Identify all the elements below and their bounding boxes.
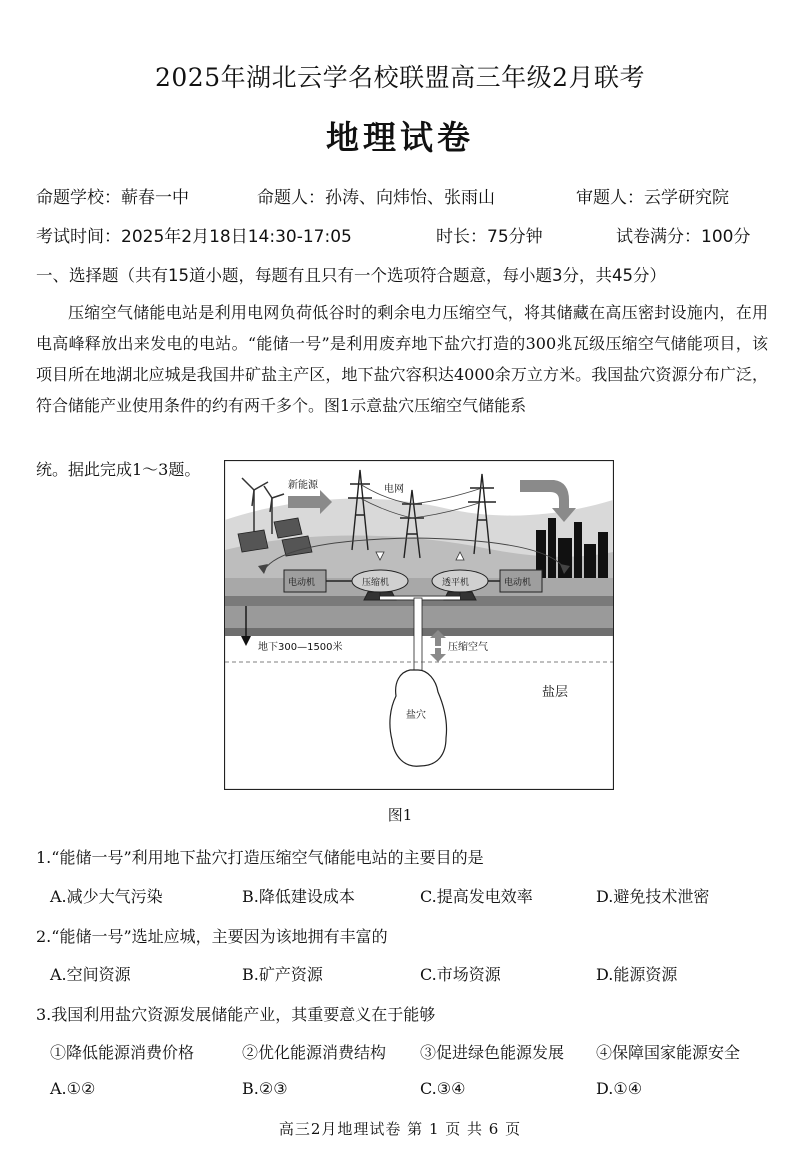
question-3-statement-1: ①降低能源消费价格	[50, 1043, 195, 1062]
question-1-option-c: C.提高发电效率	[420, 887, 533, 906]
question-3-statement-2: ②优化能源消费结构	[242, 1043, 387, 1062]
figure-salt-cavern-diagram	[224, 460, 614, 790]
meta-school: 命题学校：蕲春一中	[36, 188, 189, 208]
label-turbine: 透平机	[442, 578, 470, 588]
question-1-option-a: A.减少大气污染	[50, 887, 163, 906]
label-depth: 地下300—1500米	[258, 642, 343, 653]
label-salt-cavern: 盐穴	[406, 710, 426, 721]
label-motor-left: 电动机	[288, 578, 316, 588]
label-compressed-air: 压缩空气	[448, 642, 488, 653]
question-3-stem: 3.我国利用盐穴资源发展储能产业，其重要意义在于能够	[36, 1005, 436, 1024]
exam-subject-title: 地理试卷	[326, 118, 474, 157]
question-2-stem: 2.“能储一号”选址应城，主要因为该地拥有丰富的	[36, 927, 388, 946]
meta-duration: 时长：75分钟	[436, 227, 543, 247]
label-compressor: 压缩机	[362, 578, 390, 588]
meta-exam-time: 考试时间：2025年2月18日14:30-17:05	[36, 227, 352, 247]
question-1-option-d: D.避免技术泄密	[596, 887, 710, 906]
question-2-option-b: B.矿产资源	[242, 965, 323, 984]
question-2-option-d: D.能源资源	[596, 965, 678, 984]
exam-title: 2025年湖北云学名校联盟高三年级2月联考	[154, 63, 646, 92]
label-motor-right: 电动机	[504, 578, 532, 588]
question-3-option-b: B.②③	[242, 1079, 288, 1098]
question-3-statement-4: ④保障国家能源安全	[596, 1043, 741, 1062]
question-3-option-d: D.①④	[596, 1079, 643, 1098]
passage-text: 压缩空气储能电站是利用电网负荷低谷时的剩余电力压缩空气，将其储藏在高压密封设施内，在用电高峰释放出来发电的电站。“能储一号”是利用废弃地下盐穴打造的300兆瓦级压缩空气储能项目，该项目所在地湖北应城是我国井矿盐主产区，地下盐穴容积达4000余万立方米。我国盐穴资源分布广泛，符合储能产业使用条件的约有两千多个。图1示意盐穴压缩空气储能系	[36, 303, 768, 415]
question-3-option-c: C.③④	[420, 1079, 466, 1098]
label-grid: 电网	[384, 484, 404, 495]
question-2-option-a: A.空间资源	[50, 965, 131, 984]
question-1-stem: 1.“能储一号”利用地下盐穴打造压缩空气储能电站的主要目的是	[36, 848, 484, 867]
question-3-option-a: A.①②	[50, 1079, 96, 1098]
meta-authors: 命题人：孙涛、向炜怡、张雨山	[257, 188, 495, 208]
question-2-option-c: C.市场资源	[420, 965, 501, 984]
meta-full-score: 试卷满分：100分	[616, 227, 751, 247]
passage-tail: 统。据此完成1～3题。	[36, 460, 201, 479]
question-1-option-b: B.降低建设成本	[242, 887, 355, 906]
figure-caption: 图1	[387, 806, 413, 824]
section-heading: 一、选择题（共有15道小题，每题有且只有一个选项符合题意，每小题3分，共45分）	[36, 266, 666, 285]
label-salt-layer: 盐层	[542, 685, 569, 700]
page-footer: 高三2月地理试卷 第 1 页 共 6 页	[278, 1120, 522, 1138]
question-3-statement-3: ③促进绿色能源发展	[420, 1043, 565, 1062]
label-new-energy: 新能源	[288, 480, 318, 491]
meta-reviewer: 审题人：云学研究院	[576, 188, 729, 208]
